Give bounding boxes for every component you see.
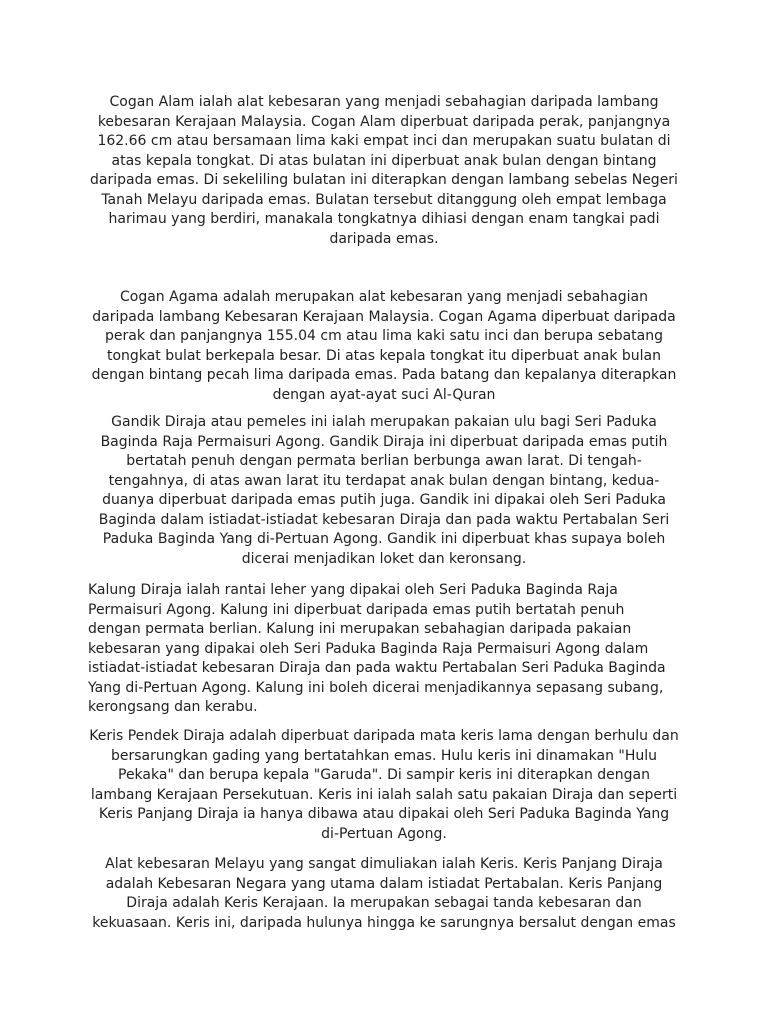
- paragraph-keris-pendek-diraja: Keris Pendek Diraja adalah diperbuat daripada mata keris lama dengan berhulu dan bersarungkan gading yang bertatahkan emas. Hulu keris ini dinamakan "Hulu Pekaka" dan berupa kepala "Garuda". Di sampir keris ini diterapkan dengan lambang Kerajaan Persekutuan. Keris ini ialah salah satu pakaian Diraja dan seperti Keris Panjang Diraja ia hanya dibawa atau dipakai oleh Seri Paduka Baginda Yang di-Pertuan Agong.: [89, 728, 679, 842]
- paragraph-cogan-agama: Cogan Agama adalah merupakan alat kebesaran yang menjadi sebahagian daripada lambang Kebesaran Kerajaan Malaysia. Cogan Agama diperbuat daripada perak dan panjangnya 155.04 cm atau lima kaki satu inci dan berupa sebatang tongkat bulat berkepala besar. Di atas kepala tongkat itu diperbuat anak bulan dengan bintang pecah lima daripada emas. Pada batang dan kepalanya diterapkan dengan ayat-ayat suci Al-Quran: [91, 289, 677, 403]
- paragraph-gandik-diraja: Gandik Diraja atau pemeles ini ialah merupakan pakaian ulu bagi Seri Paduka Baginda Raja Permaisuri Agong. Gandik Diraja ini diperbuat daripada emas putih bertatah penuh dengan permata berlian berbunga awan larat. Di tengah-tengahnya, di atas awan larat itu terdapat anak bulan dengan bintang, kedua-duanya diperbuat daripada emas putih juga. Gandik ini dipakai oleh Seri Paduka Baginda dalam istiadat-istiadat kebesaran Diraja dan pada waktu Pertabalan Seri Paduka Baginda Yang di-Pertuan Agong. Gandik ini diperbuat khas supaya boleh dicerai menjadikan loket dan keronsang.: [98, 414, 670, 567]
- paragraph-kalung-diraja: Kalung Diraja ialah rantai leher yang dipakai oleh Seri Paduka Baginda Raja Permaisuri Agong. Kalung ini diperbuat daripada emas putih bertatah penuh dengan permata berlian. Kalung ini merupakan sebahagian daripada pakaian kebesaran yang dipakai oleh Seri Paduka Baginda Raja Permaisuri Agong dalam istiadat-istiadat kebesaran Diraja dan pada waktu Pertabalan Seri Paduka Baginda Yang di-Pertuan Agong. Kalung ini boleh dicerai menjadikannya sepasang subang, kerongsang dan kerabu.: [88, 582, 666, 715]
- paragraph-cogan-alam: Cogan Alam ialah alat kebesaran yang menjadi sebahagian daripada lambang kebesaran Kerajaan Malaysia. Cogan Alam diperbuat daripada perak, panjangnya 162.66 cm atau bersamaan lima kaki empat inci dan merupakan suatu bulatan di atas kepala tongkat. Di atas bulatan ini diperbuat anak bulan dengan bintang daripada emas. Di sekeliling bulatan ini diterapkan dengan lambang sebelas Negeri Tanah Melayu daripada emas. Bulatan tersebut ditanggung oleh empat lembaga harimau yang berdiri, manakala tongkatnya dihiasi dengan enam tangkai padi daripada emas.: [90, 94, 678, 247]
- paragraph-keris-panjang-diraja: Alat kebesaran Melayu yang sangat dimuliakan ialah Keris. Keris Panjang Diraja adalah Kebesaran Negara yang utama dalam istiadat Pertabalan. Keris Panjang Diraja adalah Keris Kerajaan. Ia merupakan sebagai tanda kebesaran dan kekuasaan. Keris ini, daripada hulunya hingga ke sarungnya bersalut dengan emas: [92, 856, 676, 931]
